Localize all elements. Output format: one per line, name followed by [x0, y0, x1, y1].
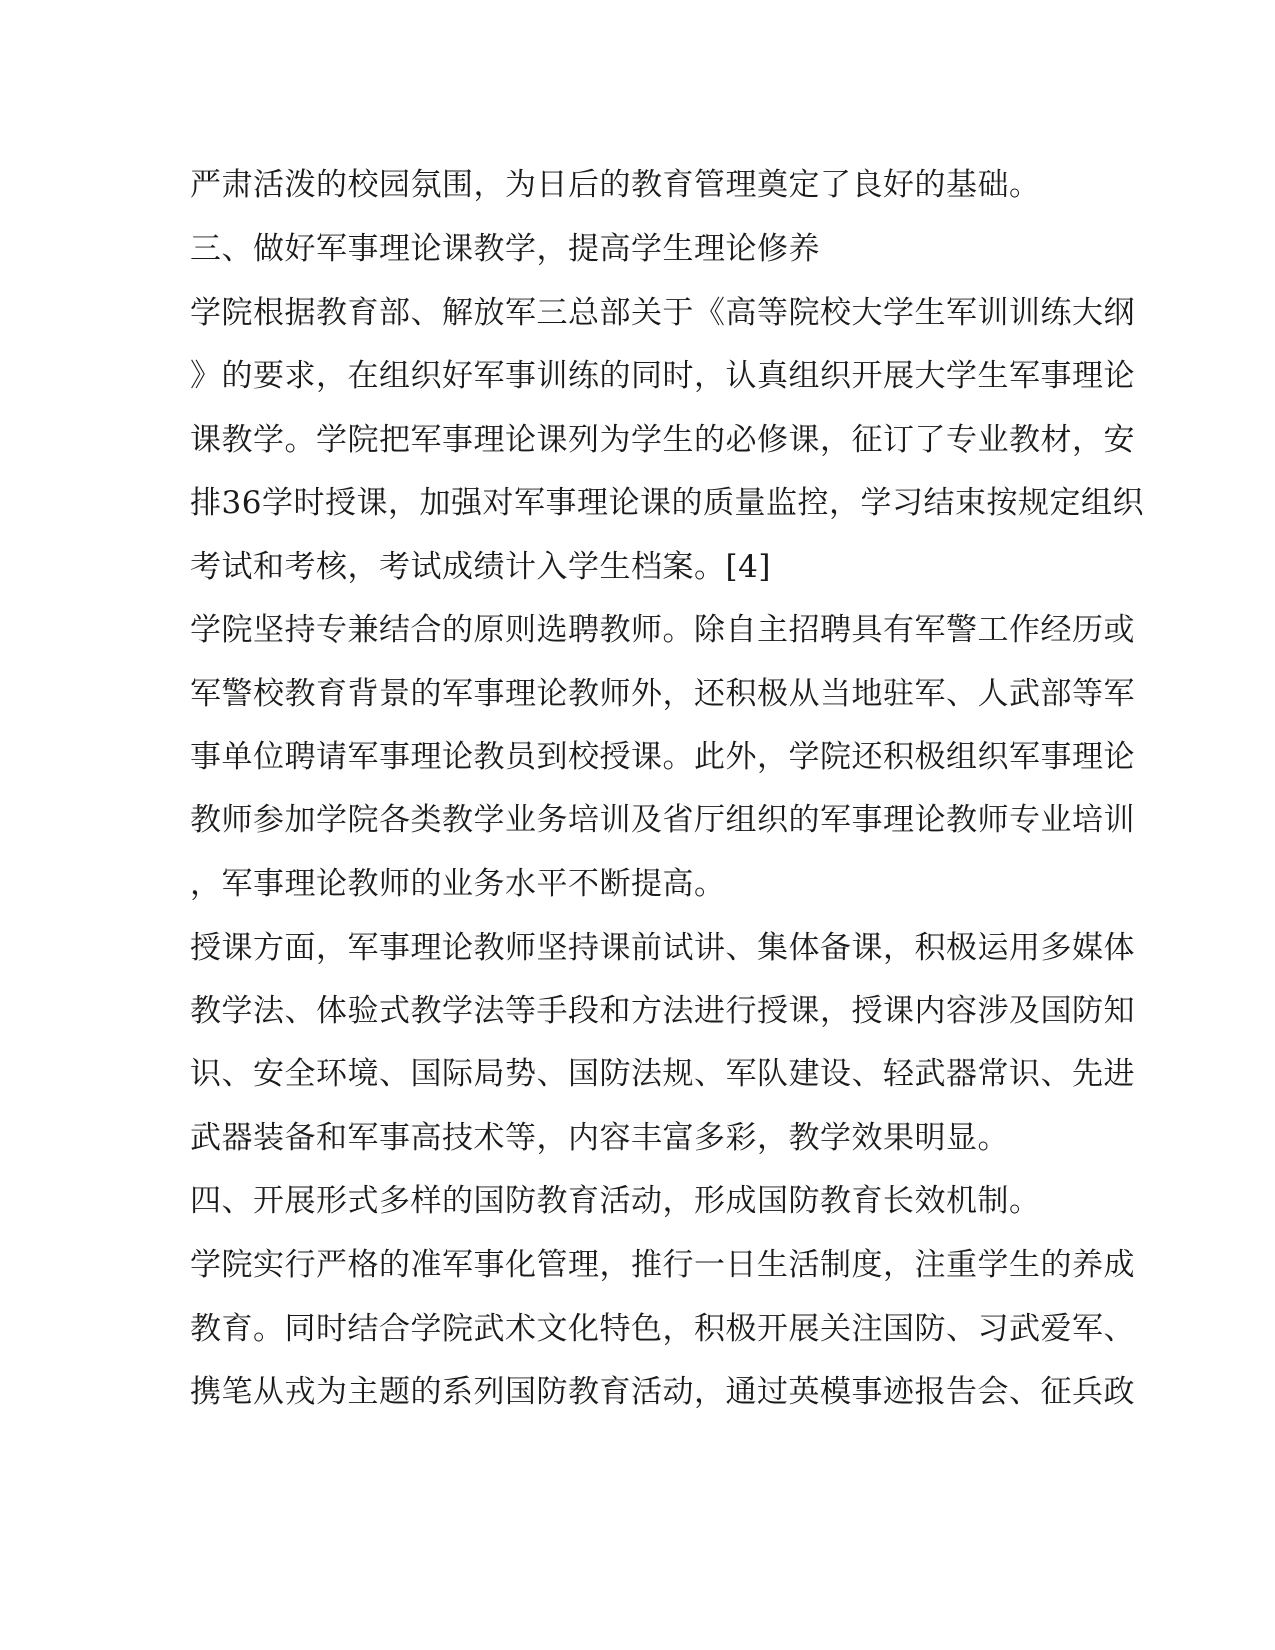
text-line: 教学法、体验式教学法等手段和方法进行授课，授课内容涉及国防知 — [190, 993, 1135, 1029]
section-heading: 三、做好军事理论课教学，提高学生理论修养 — [190, 231, 820, 267]
text-line: 事单位聘请军事理论教员到校授课。此外，学院还积极组织军事理论 — [190, 739, 1135, 775]
text-line: 排36学时授课，加强对军事理论课的质量监控，学习结束按规定组织 — [190, 485, 1144, 521]
section-heading: 四、开展形式多样的国防教育活动，形成国防教育长效机制。 — [190, 1183, 1041, 1219]
text-line: 课教学。学院把军事理论课列为学生的必修课，征订了专业教材，安 — [190, 422, 1135, 458]
text-line: 识、安全环境、国际局势、国防法规、军队建设、轻武器常识、先进 — [190, 1056, 1135, 1092]
text-line: 考试和考核，考试成绩计入学生档案。[4] — [190, 549, 771, 585]
text-line: 教师参加学院各类教学业务培训及省厅组织的军事理论教师专业培训 — [190, 802, 1135, 838]
text-line: 》的要求，在组织好军事训练的同时，认真组织开展大学生军事理论 — [190, 358, 1135, 394]
text-line: 教育。同时结合学院武术文化特色，积极开展关注国防、习武爱军、 — [190, 1311, 1135, 1347]
text-line: 学院实行严格的准军事化管理，推行一日生活制度，注重学生的养成 — [190, 1247, 1135, 1283]
text-line: 学院坚持专兼结合的原则选聘教师。除自主招聘具有军警工作经历或 — [190, 612, 1135, 648]
text-line: 携笔从戎为主题的系列国防教育活动，通过英模事迹报告会、征兵政 — [190, 1374, 1135, 1410]
text-line: 学院根据教育部、解放军三总部关于《高等院校大学生军训训练大纲 — [190, 295, 1135, 331]
text-line: ，军事理论教师的业务水平不断提高。 — [190, 866, 726, 902]
text-line: 武器装备和军事高技术等，内容丰富多彩，教学效果明显。 — [190, 1120, 1009, 1156]
text-line: 军警校教育背景的军事理论教师外，还积极从当地驻军、人武部等军 — [190, 676, 1135, 712]
text-line: 严肃活泼的校园氛围，为日后的教育管理奠定了良好的基础。 — [190, 167, 1041, 203]
text-line: 授课方面，军事理论教师坚持课前试讲、集体备课，积极运用多媒体 — [190, 930, 1135, 966]
